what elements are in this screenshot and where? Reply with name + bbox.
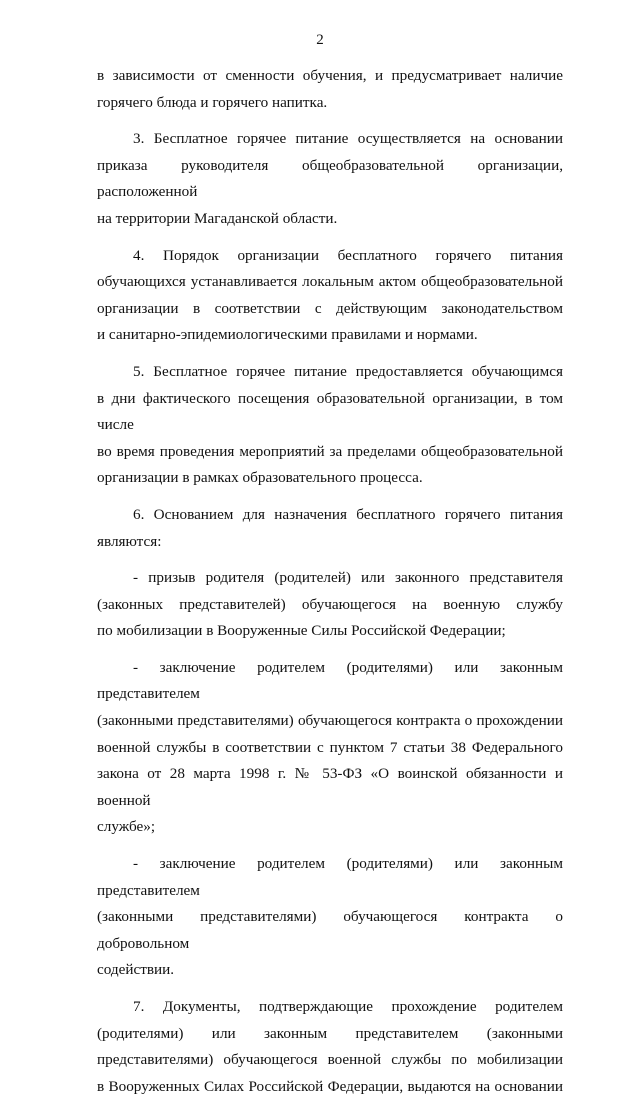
paragraph-7-line-4: в Вооруженных Силах Российской Федерации, выдаются на основании xyxy=(97,1077,563,1095)
paragraph-7-line-2: (родителями) или законным представителем (законными xyxy=(97,1024,563,1042)
list-item-1-line-2: (законных представителей) обучающегося на военную службу xyxy=(97,595,563,613)
list-item-3-line-2: (законными представителями) обучающегося контракта о добровольном xyxy=(97,908,563,952)
paragraph-continuation-line-2: горячего блюда и горячего напитка. xyxy=(97,93,328,111)
paragraph-3-line-3: на территории Магаданской области. xyxy=(97,209,338,227)
list-item-1-line-1: - призыв родителя (родителей) или законного представителя xyxy=(133,569,563,587)
paragraph-7-line-3: представителями) обучающегося военной службы по мобилизации xyxy=(97,1051,563,1069)
list-item-2-line-1: - заключение родителем (родителями) или законным представителем xyxy=(97,658,563,703)
page-number: 2 xyxy=(316,32,324,48)
list-item-2-line-2: (законными представителями) обучающегося контракта о прохождении xyxy=(97,712,563,730)
paragraph-4-line-2: обучающихся устанавливается локальным актом общеобразовательной xyxy=(97,273,563,291)
paragraph-5-line-2: в дни фактического посещения образовательной организации, в том числе xyxy=(97,389,563,434)
paragraph-4-line-4: и санитарно-эпидемиологическими правилами и нормами. xyxy=(97,326,478,344)
paragraph-5-line-4: организации в рамках образовательного процесса. xyxy=(97,469,423,487)
paragraph-6-line-2: являются: xyxy=(97,532,162,550)
list-item-3-line-1: - заключение родителем (родителями) или законным представителем xyxy=(97,855,563,899)
paragraph-7-line-1: 7. Документы, подтверждающие прохождение родителем xyxy=(133,998,563,1015)
document-body xyxy=(97,63,563,1100)
paragraph-3-line-1: 3. Бесплатное горячее питание осуществляется на основании xyxy=(133,130,563,148)
list-item-1-line-3: по мобилизации в Вооруженные Силы Российской Федерации; xyxy=(97,622,506,640)
list-item-2-line-3: военной службы в соответствии с пунктом 7 статьи 38 Федерального xyxy=(97,738,563,756)
list-item-2-line-5: службе»; xyxy=(97,818,156,836)
list-item-2-line-4: закона от 28 марта 1998 г. № 53-ФЗ «О воинской обязанности и военной xyxy=(97,765,563,809)
paragraph-5-line-3: во время проведения мероприятий за пределами общеобразовательной xyxy=(97,442,563,460)
paragraph-4-line-3: организации в соответствии с действующим законодательством xyxy=(97,299,563,317)
paragraph-6-line-1: 6. Основанием для назначения бесплатного горячего питания xyxy=(133,505,563,523)
list-item-3-line-3: содействии. xyxy=(97,961,175,979)
paragraph-5-line-1: 5. Бесплатное горячее питание предоставляется обучающимся xyxy=(133,362,563,380)
paragraph-3-line-2: приказа руководителя общеобразовательной организации, расположенной xyxy=(97,156,563,201)
paragraph-continuation-line-1: в зависимости от сменности обучения, и предусматривает наличие xyxy=(97,67,563,84)
paragraph-4-line-1: 4. Порядок организации бесплатного горячего питания xyxy=(133,246,563,264)
